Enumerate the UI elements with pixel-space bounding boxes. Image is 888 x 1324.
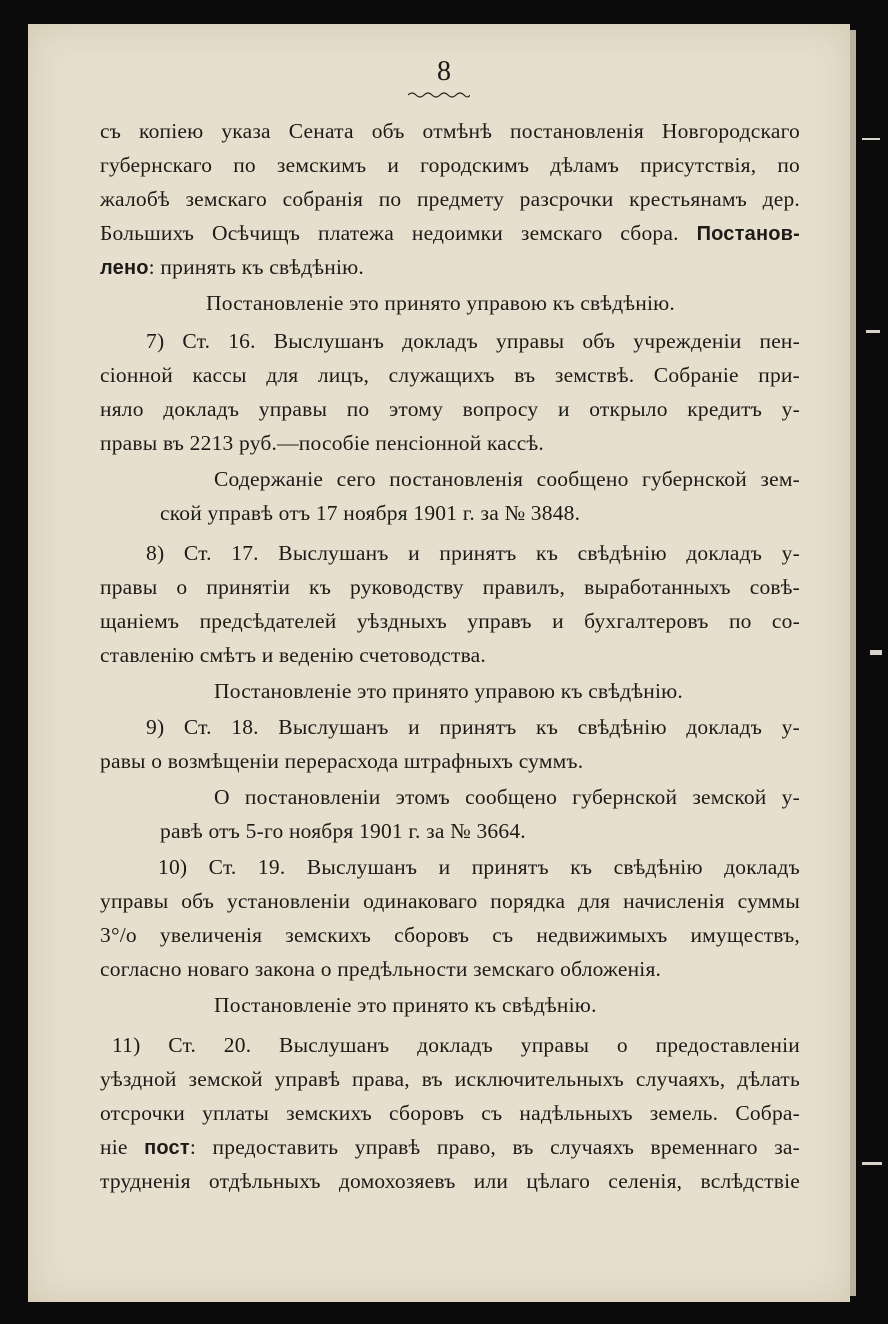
resolution-note: ской управѣ отъ 17 ноября 1901 г. за № 3848.	[160, 501, 581, 525]
text-line: Большихъ Осѣчищъ платежа недоимки земскаго сбора. Постанов-	[100, 221, 800, 245]
text-line: сіонной кассы для лицъ, служащихъ въ земствѣ. Собраніе при-	[100, 363, 800, 387]
bold-term: пост	[144, 1137, 190, 1159]
resolution-note: равѣ отъ 5-го ноября 1901 г. за № 3664.	[160, 819, 526, 843]
text-line: 11) Ст. 20. Выслушанъ докладъ управы о предоставленіи	[112, 1033, 800, 1057]
text-line: съ копіею указа Сената объ отмѣнѣ постановленія Новгородскаго	[100, 119, 800, 143]
text-line: трудненія отдѣльныхъ домохозяевъ или цѣлаго селенія, вслѣдствіе	[100, 1169, 800, 1193]
text-line: 7) Ст. 16. Выслушанъ докладъ управы объ учрежденіи пен-	[146, 329, 800, 353]
bold-term: Постанов-	[696, 223, 800, 245]
text-line: уѣздной земской управѣ права, въ исключительныхъ случаяхъ, дѣлать	[100, 1067, 800, 1091]
text-line: щаніемъ предсѣдателей уѣздныхъ управъ и бухгалтеровъ по со-	[100, 609, 800, 633]
resolution-note: Постановленіе это принято къ свѣдѣнію.	[214, 993, 597, 1017]
text-line: 10) Ст. 19. Выслушанъ и принятъ къ свѣдѣнію докладъ	[158, 855, 800, 879]
page-number: 8	[437, 56, 451, 87]
page-edge	[850, 30, 856, 1296]
text-line: губернскаго по земскимъ и городскимъ дѣламъ присутствія, по	[100, 153, 800, 177]
resolution-note: Постановленіе это принято управою къ свѣдѣнію.	[214, 679, 683, 703]
text-line: жалобѣ земскаго собранія по предмету разсрочки крестьянамъ дер.	[100, 187, 800, 211]
text-line: ніе пост: предоставить управѣ право, въ случаяхъ временнаго за-	[100, 1135, 800, 1159]
text-line: 3°/o увеличенія земскихъ сборовъ съ недвижимыхъ имуществъ,	[100, 923, 800, 947]
text-line: управы объ установленіи одинаковаго порядка для начисленія суммы	[100, 889, 800, 913]
resolution-note: Постановленіе это принято управою къ свѣдѣнію.	[206, 291, 675, 315]
text-line: правы о принятіи къ руководству правилъ, выработанныхъ совѣ-	[100, 575, 800, 599]
resolution-note: Содержаніе сего постановленія сообщено губернской зем-	[214, 467, 800, 491]
text-line: согласно новаго закона о предѣльности земскаго обложенія.	[100, 957, 662, 981]
text-line: равы о возмѣщеніи перерасхода штрафныхъ суммъ.	[100, 749, 584, 773]
page-number-ornament	[408, 90, 470, 98]
text-line: лено: принять къ свѣдѣнію.	[100, 255, 364, 279]
text-line: 9) Ст. 18. Выслушанъ и принятъ къ свѣдѣнію докладъ у-	[146, 715, 800, 739]
text-line: отсрочки уплаты земскихъ сборовъ съ надѣльныхъ земель. Собра-	[100, 1101, 800, 1125]
bold-term: лено	[100, 257, 149, 279]
text-line: правы въ 2213 руб.—пособіе пенсіонной кассѣ.	[100, 431, 544, 455]
text-line: няло докладъ управы по этому вопросу и открыло кредитъ у-	[100, 397, 800, 421]
text-line: 8) Ст. 17. Выслушанъ и принятъ къ свѣдѣнію докладъ у-	[146, 541, 800, 565]
text-line: ставленію смѣтъ и веденію счетоводства.	[100, 643, 487, 667]
resolution-note: О постановленіи этомъ сообщено губернской земской у-	[214, 785, 800, 809]
